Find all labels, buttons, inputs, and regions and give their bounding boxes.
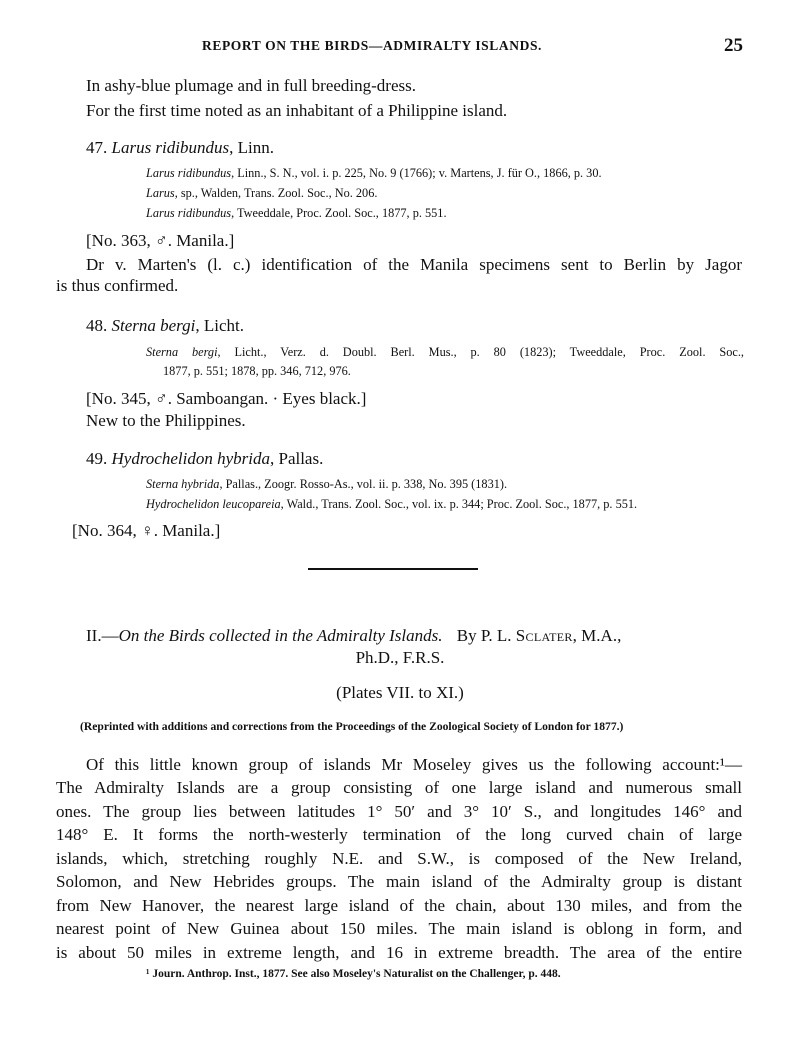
reference-name: Sterna hybrida [146,477,220,491]
article-title-text: On the Birds collected in the Admiralty Islands. [118,626,443,645]
reference-text: , Wald., Trans. Zool. Soc., vol. ix. p. 344; Proc. Zool. Soc., 1877, p. 551. [280,497,638,511]
species-note [86,255,742,275]
reference-name: Sterna bergi [146,345,218,359]
intro-line: In ashy-blue plumage and in full breeding-dress. [86,76,416,95]
reference-name: Larus ridibundus [146,206,232,220]
section-divider [308,568,478,570]
article-prefix: II.— [86,626,119,645]
paragraph-line: ones. The group lies between latitudes 1° 50′ and 3° 10′ S., and longitudes 146° and [56,801,742,821]
reference-line [146,497,637,512]
article-degrees-line: Ph.D., F.R.S. [355,648,445,667]
species-number: 49. [86,449,108,468]
paragraph-line: Of this little known group of islands Mr Moseley gives us the following account:¹— [86,755,742,774]
species-authority: , Linn. [229,138,274,157]
article-author: Sclater [515,626,573,645]
plates-note: (Plates VII. to XI.) [336,683,464,702]
species-name: Hydrochelidon hybrida [111,449,270,468]
species-heading-48 [86,316,244,336]
paragraph-line: The Admiralty Islands are a group consisting of one large island and numerous small [56,778,742,797]
paragraph-line: islands, which, stretching roughly N.E. and S.W., is composed of the New Ireland, [56,848,742,868]
reference-line [146,186,377,201]
note-line: New to the Philippines. [86,411,246,430]
species-name: Sterna bergi [111,316,196,335]
intro-line: For the first time noted as an inhabitant of a Philippine island. [86,101,508,120]
reference-name: Hydrochelidon leucopareia [146,497,281,511]
species-number: 48. [86,316,108,335]
reference-text: , Linn., S. N., vol. i. p. 225, No. 9 (1766); v. Martens, J. für O., 1866, p. 30. [231,166,602,180]
reference-line: 1877, p. 551; 1878, pp. 346, 712, 976. [163,364,351,378]
reference-name: Larus [146,186,175,200]
species-name: Larus ridibundus [111,138,230,157]
species-number: 47. [86,138,108,157]
reference-line [146,345,744,360]
page-header [0,35,800,58]
paragraph-body [56,755,742,966]
paragraph-line: is about 50 miles in extreme length, and 16 in extreme breadth. The area of the entire [56,942,742,962]
specimen-record: [No. 364, ♀. Manila.] [72,521,221,540]
paragraph-line: from New Hanover, the nearest large island of the chain, about 130 miles, and from the [56,895,742,915]
paragraph-line: nearest point of New Guinea about 150 miles. The main island is oblong in form, and [56,919,742,938]
page-number: 25 [724,35,743,56]
species-authority: , Licht. [195,316,245,335]
reference-name: Larus ridibundus [146,166,232,180]
article-degrees: , M.A., [572,626,622,645]
reference-text: , sp., Walden, Trans. Zool. Soc., No. 206. [174,186,378,200]
reference-text: , Licht., Verz. d. Doubl. Berl. Mus., p. 80 (1823); Tweeddale, Proc. Zool. Soc., [217,345,744,359]
running-title: REPORT ON THE BIRDS—ADMIRALTY ISLANDS. [202,38,543,53]
reference-text: , Pallas., Zoogr. Rosso-As., vol. ii. p. 338, No. 395 (1831). [219,477,508,491]
reference-line [146,206,447,221]
species-authority: , Pallas. [269,449,324,468]
specimen-record: [No. 345, ♂. Samboangan. · Eyes black.] [86,389,367,408]
reprint-note: (Reprinted with additions and corrections from the Proceedings of the Zoological Society of London for 1877.) [80,720,624,733]
reference-text: , Tweeddale, Proc. Zool. Soc., 1877, p. 551. [231,206,447,220]
reference-line [146,477,507,492]
footnote: ¹ Journ. Anthrop. Inst., 1877. See also Moseley's Naturalist on the Challenger, p. 448. [146,968,561,980]
specimen-record: [No. 363, ♂. Manila.] [86,231,235,250]
article-by: By P. L. [456,626,512,645]
paragraph-line: Solomon, and New Hebrides groups. The main island of the Admiralty group is distant [56,872,742,891]
species-heading-47 [86,138,274,158]
species-heading-49 [86,449,323,469]
note-line: Dr v. Marten's (l. c.) identification of the Manila specimens sent to Berlin by Jagor [86,255,742,274]
paragraph-line: 148° E. It forms the north-westerly termination of the long curved chain of large [56,825,742,844]
article-title [86,626,742,646]
note-line: is thus confirmed. [56,276,179,295]
reference-line [146,166,602,181]
